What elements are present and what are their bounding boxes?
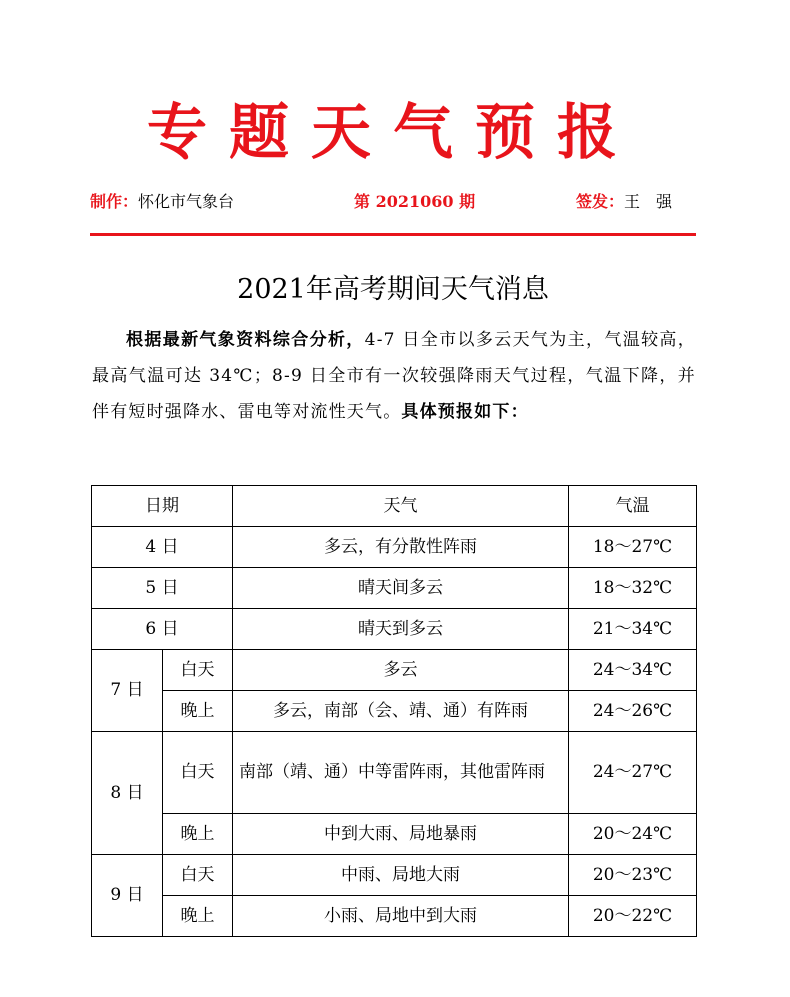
weather-cell: 晴天间多云 bbox=[233, 568, 569, 609]
weather-cell: 晴天到多云 bbox=[233, 609, 569, 650]
intro-bold-tail: 具体预报如下： bbox=[401, 402, 529, 422]
forecast-table bbox=[91, 485, 697, 937]
temp-cell: 20～24℃ bbox=[569, 814, 697, 855]
period-cell: 白天 bbox=[163, 732, 233, 814]
made-by bbox=[90, 190, 234, 214]
temp-cell: 24～34℃ bbox=[569, 650, 697, 691]
weather-cell: 小雨、局地中到大雨 bbox=[233, 896, 569, 937]
temp-cell: 24～26℃ bbox=[569, 691, 697, 732]
table-row bbox=[92, 855, 697, 896]
document-title: 2021年高考期间天气消息 bbox=[237, 274, 549, 305]
period-cell: 白天 bbox=[163, 650, 233, 691]
signed-by bbox=[576, 190, 672, 214]
date-cell: 7 日 bbox=[92, 650, 163, 732]
weather-cell: 多云，有分散性阵雨 bbox=[233, 527, 569, 568]
date-cell: 9 日 bbox=[92, 855, 163, 937]
intro-paragraph bbox=[92, 322, 696, 430]
date-cell: 6 日 bbox=[92, 609, 233, 650]
period-cell: 白天 bbox=[163, 855, 233, 896]
date-cell: 8 日 bbox=[92, 732, 163, 855]
table-row bbox=[92, 650, 697, 691]
temp-cell: 18～27℃ bbox=[569, 527, 697, 568]
period-cell: 晚上 bbox=[163, 691, 233, 732]
weather-cell: 南部（靖、通）中等雷阵雨，其他雷阵雨 bbox=[233, 732, 569, 814]
table-header-row bbox=[92, 486, 697, 527]
weather-cell: 多云 bbox=[233, 650, 569, 691]
issue-number: 第 2021060 期 bbox=[354, 192, 476, 211]
period-cell: 晚上 bbox=[163, 896, 233, 937]
masthead-title: 专题天气预报 bbox=[147, 98, 639, 168]
temp-cell: 18～32℃ bbox=[569, 568, 697, 609]
date-cell: 5 日 bbox=[92, 568, 233, 609]
temp-cell: 24～27℃ bbox=[569, 732, 697, 814]
table-row bbox=[92, 814, 697, 855]
weather-cell: 中到大雨、局地暴雨 bbox=[233, 814, 569, 855]
made-by-value: 怀化市气象台 bbox=[138, 192, 235, 211]
date-cell: 4 日 bbox=[92, 527, 233, 568]
header-date: 日期 bbox=[92, 486, 233, 527]
table-row bbox=[92, 568, 697, 609]
header-divider bbox=[90, 233, 696, 236]
period-cell: 晚上 bbox=[163, 814, 233, 855]
header-weather: 天气 bbox=[233, 486, 569, 527]
table-row bbox=[92, 896, 697, 937]
header-temp: 气温 bbox=[569, 486, 697, 527]
signed-by-value: 王 强 bbox=[624, 192, 673, 211]
weather-cell: 多云，南部（会、靖、通）有阵雨 bbox=[233, 691, 569, 732]
temp-cell: 20～23℃ bbox=[569, 855, 697, 896]
temp-cell: 21～34℃ bbox=[569, 609, 697, 650]
temp-cell: 20～22℃ bbox=[569, 896, 697, 937]
signed-by-label: 签发： bbox=[576, 192, 625, 211]
table-row bbox=[92, 691, 697, 732]
table-row bbox=[92, 609, 697, 650]
weather-cell: 中雨、局地大雨 bbox=[233, 855, 569, 896]
made-by-label: 制作： bbox=[90, 192, 139, 211]
table-row bbox=[92, 732, 697, 814]
intro-bold-lead: 根据最新气象资料综合分析， bbox=[126, 330, 365, 350]
table-row bbox=[92, 527, 697, 568]
intro-body: 4-7 日全市以多云天气为主，气温较高，最高气温可达 34℃；8-9 日全市有一次较强降雨天气过程，气温下降，并伴有短时强降水、雷电等对流性天气。 bbox=[92, 330, 696, 422]
